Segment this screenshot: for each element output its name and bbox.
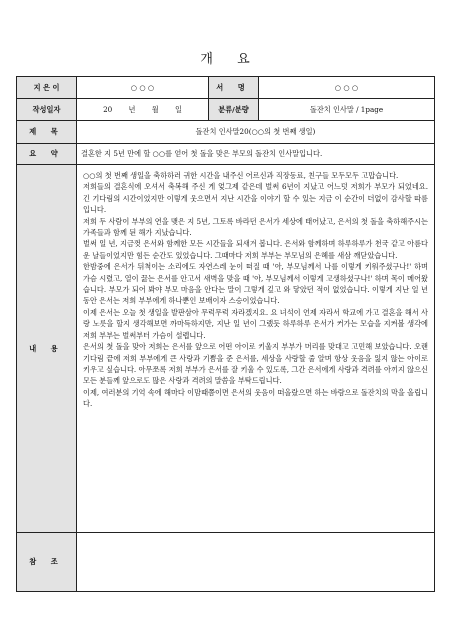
page-title-char: 개	[200, 52, 213, 67]
signature-value: ○ ○ ○	[259, 77, 435, 99]
form-row-subject	[17, 121, 435, 144]
content-paragraph: 이제 은서는 오늘 첫 생일을 발판삼아 무럭무럭 자라겠지요. 요 녀석이 언제 자라서 학교에 가고 결혼을 해서 사랑 노릇을 할지 생각해보면 까마득하지만, 지난 일 년이 그랬듯 하루하루 은서가 커가는 모습을 지켜볼 생각에 저희 부부는 벌써부터 가슴이 설렙니다.	[83, 307, 428, 340]
content-label: 내 용	[17, 165, 77, 533]
reference-value	[77, 533, 435, 592]
subject-value: 돌잔치 인사말20(○○의 첫 번째 생일)	[77, 121, 435, 144]
content-paragraph: 한밤중에 은서가 뒤척이는 소리에도 자연스레 눈이 떠질 때 '아, 부모님께서 나를 이렇게 키워주셨구나!' 하며 가슴 시렸고, 열이 끓는 은서를 안고서 새벽을 맞을 때 '아, 부모님께서 이렇게 고생하셨구나!' 하며 목이 메어왔습니다. 부모가 되어 봐야 부모 마음을 안다는 말이 그렇게 깊고 와 닿았던 적이 없었습니다. 이렇게 지난 일 년 동안 은서는 저희 부부에게 하나뿐인 보배이자 스승이었습니다.	[83, 262, 428, 306]
form-row-reference	[17, 533, 435, 592]
content-paragraph: 이제, 여러분의 기억 속에 해마다 이맘때쯤이면 은서의 웃음이 떠올랐으면 하는 바람으로 돌잔치의 막을 올립니다.	[83, 387, 428, 409]
author-label: 지 은 이	[17, 77, 77, 99]
date-value: 20 년 월 일	[77, 99, 209, 121]
form-row-content	[17, 165, 435, 533]
subject-label: 제 목	[17, 121, 77, 144]
form-row-summary	[17, 144, 435, 165]
category-value: 돌잔치 인사말 / 1page	[259, 99, 435, 121]
content-body	[77, 165, 435, 533]
category-label: 분류/분량	[209, 99, 259, 121]
author-value: ○ ○ ○	[77, 77, 209, 99]
content-paragraph: 은서의 첫 돌을 맞아 저희는 은서를 앞으로 어떤 아이로 키울지 부부가 머리를 맞대고 고민해 보았습니다. 오랜 기다림 끝에 저희 부부에게 큰 사랑과 기쁨을 준 은서를, 세상을 사랑할 줄 알며 항상 웃음을 잃지 않는 아이로 키우고 싶습니다. 아무쪼록 저희 부부가 은서를 잘 키울 수 있도록, 그간 은서에게 사랑과 격려를 아끼지 않으신 모든 분들께 앞으로도 많은 사랑과 격려의 말씀을 부탁드립니다.	[83, 342, 428, 386]
overview-form	[16, 76, 435, 592]
form-row-author	[17, 77, 435, 99]
content-paragraph: ○○의 첫 번째 생일을 축하하러 귀한 시간을 내주신 어르신과 직장동료, 친구들 모두모두 고맙습니다.	[83, 171, 399, 180]
page-title	[0, 48, 450, 67]
date-label: 작성일자	[17, 99, 77, 121]
page-title-char: 요	[237, 52, 250, 67]
summary-value: 결혼한 지 5년 만에 할 ○○를 얻어 첫 돌을 맞은 부모의 돌잔치 인사말입니다.	[77, 144, 435, 165]
content-paragraph: 저희 두 사람이 부부의 연을 맺은 지 5년, 그토록 바라던 은서가 세상에 태어났고, 은서의 첫 돌을 축하해주시는 가족들과 함께 된 해가 지났습니다.	[83, 216, 428, 238]
reference-label: 참 조	[17, 533, 77, 592]
content-paragraph: 벌써 일 년, 지금껏 은서와 함께한 모든 시간들을 되새겨 봅니다. 은서와 함께하며 하루하루가 천국 같고 아름다운 날들이었지만 힘든 순간도 있었습니다. 그때마다 저희 부부는 부모님의 은혜를 새삼 깨닫았습니다.	[83, 239, 428, 260]
content-paragraph: 저희들의 결혼식에 오셔서 축복해 주신 게 엊그제 같은데 벌써 6년이 지났고 어느덧 저희가 부모가 되었네요. 긴 기다림의 시간이었지만 이렇게 웃으면서 지난 시간을 이야기 할 수 있는 지금 이 순간이 더없이 감사할 따름입니다.	[83, 182, 428, 215]
summary-label: 요 약	[17, 144, 77, 165]
signature-label: 서 명	[209, 77, 259, 99]
form-row-date	[17, 99, 435, 121]
